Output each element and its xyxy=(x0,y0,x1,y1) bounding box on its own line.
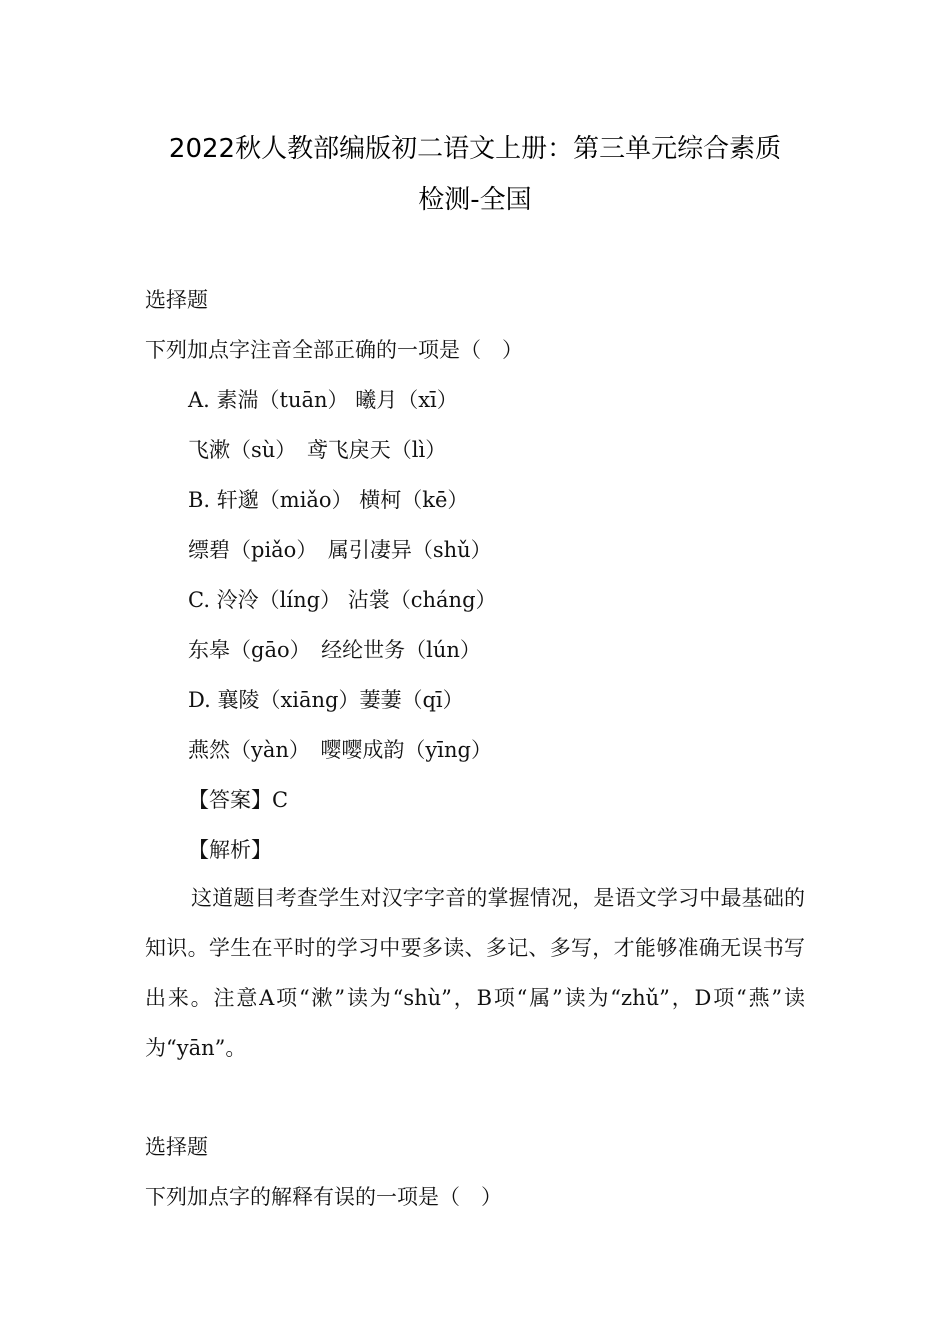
analysis-paragraph: 这道题目考查学生对汉字字音的掌握情况，是语文学习中最基础的知识。学生在平时的学习中要多读、多记、多写，才能够准确无误书写出来。注意A项“漱”读为“shù”，B项“属”读为“zhǔ”，D项“燕”读为“yān”。 xyxy=(145,886,805,1060)
question-1-type: 选择题 xyxy=(145,288,208,312)
option-b-line-2: 缥碧（piǎo） 属引凄异（shǔ） xyxy=(188,538,492,562)
question-2-type: 选择题 xyxy=(145,1135,208,1159)
document-title-line-2: 检测-全国 xyxy=(418,185,532,215)
answer-line: 【答案】C xyxy=(188,788,289,812)
analysis-label: 【解析】 xyxy=(188,838,272,862)
question-2-stem: 下列加点字的解释有误的一项是（ ） xyxy=(145,1185,502,1209)
question-1-stem: 下列加点字注音全部正确的一项是（ ） xyxy=(145,338,523,362)
option-d-line-2: 燕然（yàn） 嘤嘤成韵（yīng） xyxy=(188,738,492,762)
option-c-line-2: 东皋（gāo） 经纶世务（lún） xyxy=(188,638,481,662)
option-c-line-1: C. 泠泠（líng） 沾裳（cháng） xyxy=(188,588,497,612)
option-a-line-2: 飞漱（sù） 鸢飞戾天（lì） xyxy=(188,438,447,462)
option-d-line-1: D. 襄陵（xiāng）萋萋（qī） xyxy=(188,688,464,712)
option-a-line-1: A. 素湍（tuān） 曦月（xī） xyxy=(188,388,458,412)
document-title-line-1: 2022秋人教部编版初二语文上册：第三单元综合素质 xyxy=(168,134,782,164)
option-b-line-1: B. 轩邈（miǎo） 横柯（kē） xyxy=(188,488,469,512)
